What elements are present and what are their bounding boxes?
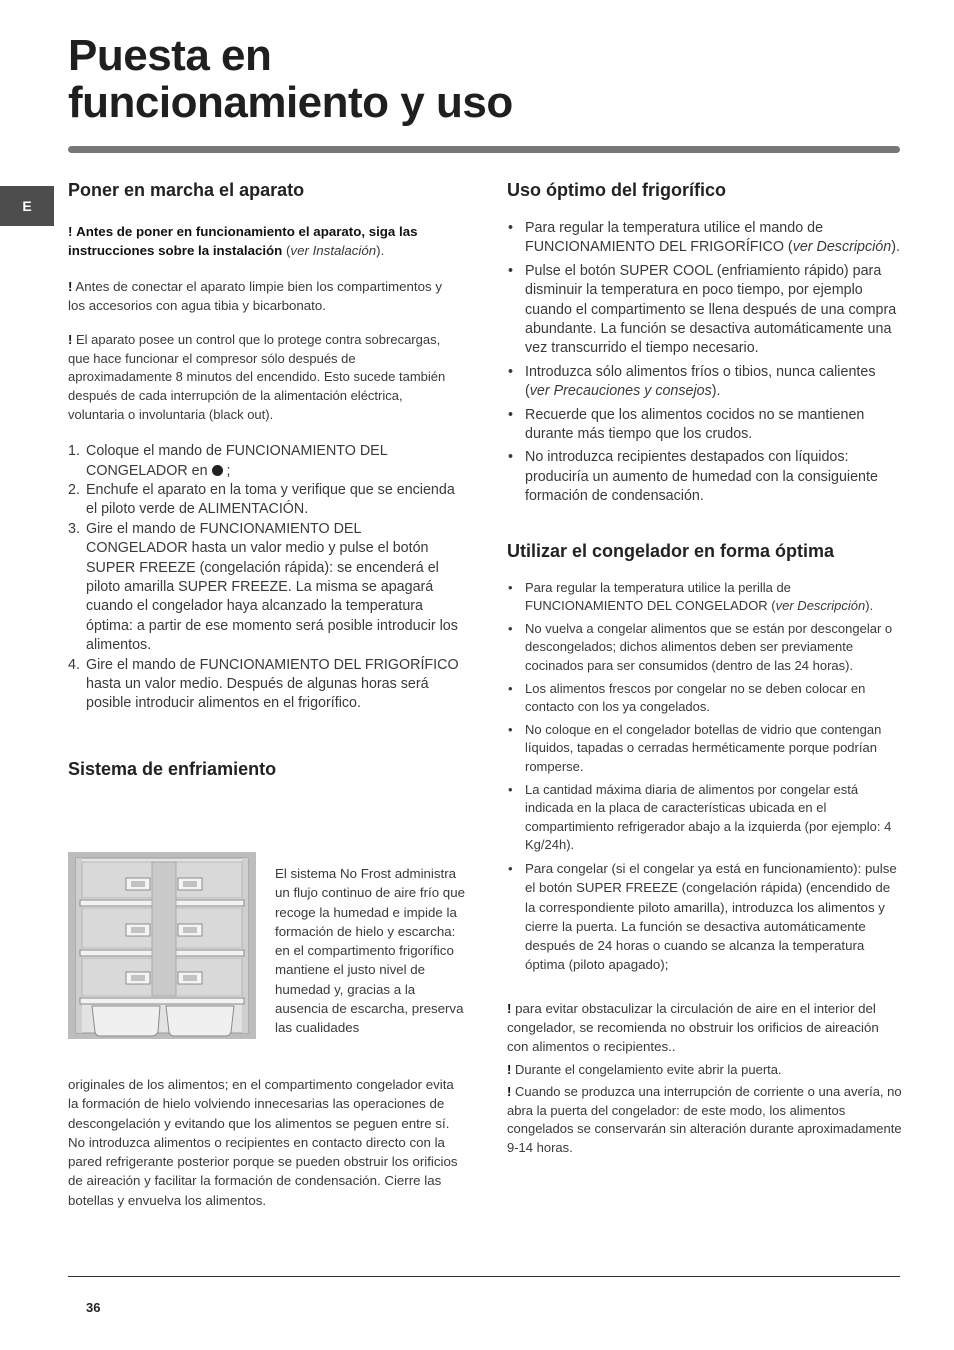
page-title (68, 32, 888, 126)
section-heading-fridge: Uso óptimo del frigorífico (507, 180, 726, 200)
list-item: • No vuelva a congelar alimentos que se están por descongelar o descongelados; dichos alimentos deben ser previamente cocinados para ser consumidos (dentro de las 24 horas). (508, 620, 893, 674)
warning-power-outage: ! Cuando se produzca una interrupción de corriente o una avería, no abra la puerta del congelador: de este modo, los alimentos congelados se conservarán sin alteración durante aproximadamente 9-14 horas. (507, 1084, 902, 1156)
note-installation-ref: ver Instalación (290, 243, 377, 259)
title-line-1: Puesta en (68, 31, 272, 80)
list-item: • Los alimentos frescos por congelar no se deben colocar en contacto con los ya congelados. (508, 680, 866, 715)
right-column (507, 178, 902, 1158)
warning-icon: ! (68, 278, 73, 294)
list-item: • Introduzca sólo alimentos fríos o tibios, nunca calientes (ver Precauciones y consejos). (508, 363, 876, 400)
note-overload-text: El aparato posee un control que lo protege contra sobrecargas, que hace funcionar el compresor sólo después de aproximadamente 8 minutos del encendido. Esto sucede también después de cada interrupción de la alimentación eléctrica, voluntaria o involuntaria (black out). (68, 332, 446, 422)
warning-airflow: ! para evitar obstaculizar la circulación de aire en el interior del congelador, se recomienda no obstruir los orificios de aireación con alimentos o recipientes.. (507, 1000, 879, 1055)
list-item: • Para regular la temperatura utilice la perilla de FUNCIONAMIENTO DEL CONGELADOR (ver Descripción). (508, 579, 874, 614)
freezer-tips-list (507, 579, 902, 975)
list-item: 2. Enchufe el aparato en la toma y verifique que se encienda el piloto verde de ALIMENTACIÓN. (68, 481, 455, 518)
note-overload (68, 331, 462, 424)
startup-steps (68, 442, 462, 714)
footer-divider (68, 1276, 900, 1277)
note-cleaning-text: Antes de conectar el aparato limpie bien los compartimentos y los accesorios con agua tibia y bicarbonato. (68, 278, 442, 313)
section-heading-freezer: Utilizar el congelador en forma óptima (507, 540, 835, 561)
list-item: • Para regular la temperatura utilice el mando de FUNCIONAMIENTO DEL FRIGORÍFICO (ver Descripción). (508, 220, 900, 256)
fridge-tips-list (507, 219, 902, 507)
list-item: • No coloque en el congelador botellas de vidrio que contengan líquidos, tapadas o cerradas herméticamente porque podrían romperse. (508, 721, 882, 775)
list-item: • Recuerde que los alimentos cocidos no se mantienen durante más tiempo que los crudos. (508, 406, 865, 443)
warning-door: ! Durante el congelamiento evite abrir la puerta. (507, 1061, 782, 1077)
title-line-2: funcionamiento y uso (68, 78, 513, 127)
language-tab: E (0, 186, 54, 226)
warning-icon: ! (68, 332, 73, 348)
no-frost-description: El sistema No Frost administra un flujo continuo de aire frío que recoge la humedad e impide la formación de hielo y escarcha: en el compartimento frigorífico mantiene el justo nivel de humedad y, gracias a la ausencia de escarcha, preserva las cualidades (275, 866, 465, 1036)
page-number: 36 (86, 1300, 101, 1315)
filled-circle-icon (212, 465, 223, 476)
fridge-interior-illustration (68, 852, 256, 1039)
note-cleaning (68, 277, 462, 316)
warning-icon: ! (68, 224, 73, 239)
list-item: • No introduzca recipientes destapados con líquidos: produciría un aumento de humedad con la consiguiente formación de condensación. (508, 449, 878, 505)
list-item: • Para congelar (si el congelar ya está en funcionamiento): pulse el botón SUPER FREEZE (congelación rápida) (encendido de la correspondiente piloto amarilla), introduzca los alimentos y cierre la puerta. La función se desactiva automáticamente después de 24 horas o cuando se alcanza la temperatura óptima (piloto apagado); (508, 861, 897, 973)
list-item: • La cantidad máxima diaria de alimentos por congelar está indicada en la placa de características ubicada en el compartimiento refrigerador abajo a la izquierda (por ejemplo: 4 Kg/24h). (508, 781, 892, 853)
section-heading-cooling: Sistema de enfriamiento (68, 758, 277, 779)
list-item: 3. Gire el mando de FUNCIONAMIENTO DEL CONGELADOR hasta un valor medio y pulse el botón SUPER FREEZE (congelación rápida): se encenderá el piloto amarilla SUPER FREEZE. La misma se apagará cuando el congelador haya alcanzado la temperatura óptima: a partir de ese momento será posible introducir los alimentos. (68, 520, 458, 654)
title-divider (68, 146, 900, 153)
list-item: • Pulse el botón SUPER COOL (enfriamiento rápido) para disminuir la temperatura en poco tiempo, por ejemplo cuando el compartimento se llena después de una compra abundante. La función se desactiva automáticamente una vez transcurrido el tiempo necesario. (508, 262, 897, 357)
warning-icon: ! (507, 1000, 512, 1016)
note-installation-bold: Antes de poner en funcionamiento el aparato, siga las instrucciones sobre la instalación (68, 224, 418, 259)
list-item: 4. Gire el mando de FUNCIONAMIENTO DEL FRIGORÍFICO hasta un valor medio. Después de algunas horas será posible introducir alimentos en el frigorífico. (68, 656, 459, 712)
warning-icon: ! (507, 1061, 512, 1077)
left-column (68, 178, 462, 781)
list-item: 1. Coloque el mando de FUNCIONAMIENTO DEL CONGELADOR en ; (68, 443, 388, 479)
section-heading-start: Poner en marcha el aparato (68, 180, 305, 200)
warning-icon: ! (507, 1084, 512, 1100)
no-frost-description-continued: originales de los alimentos; en el compartimento congelador evita la formación de hielo volviendo innecesarias las operaciones de descongelación y evitando que los alimentos se peguen entre sí. No introduzca alimentos o recipientes en contacto directo con la pared refrigerante posterior porque se pueden obstruir los orificios de aireación y facilitar la formación de condensación. Cierre las botellas y envuelva los alimentos. (68, 1077, 458, 1208)
note-installation: ! Antes de poner en funcionamiento el aparato, siga las instrucciones sobre la instalación (ver Instalación). (68, 224, 418, 259)
